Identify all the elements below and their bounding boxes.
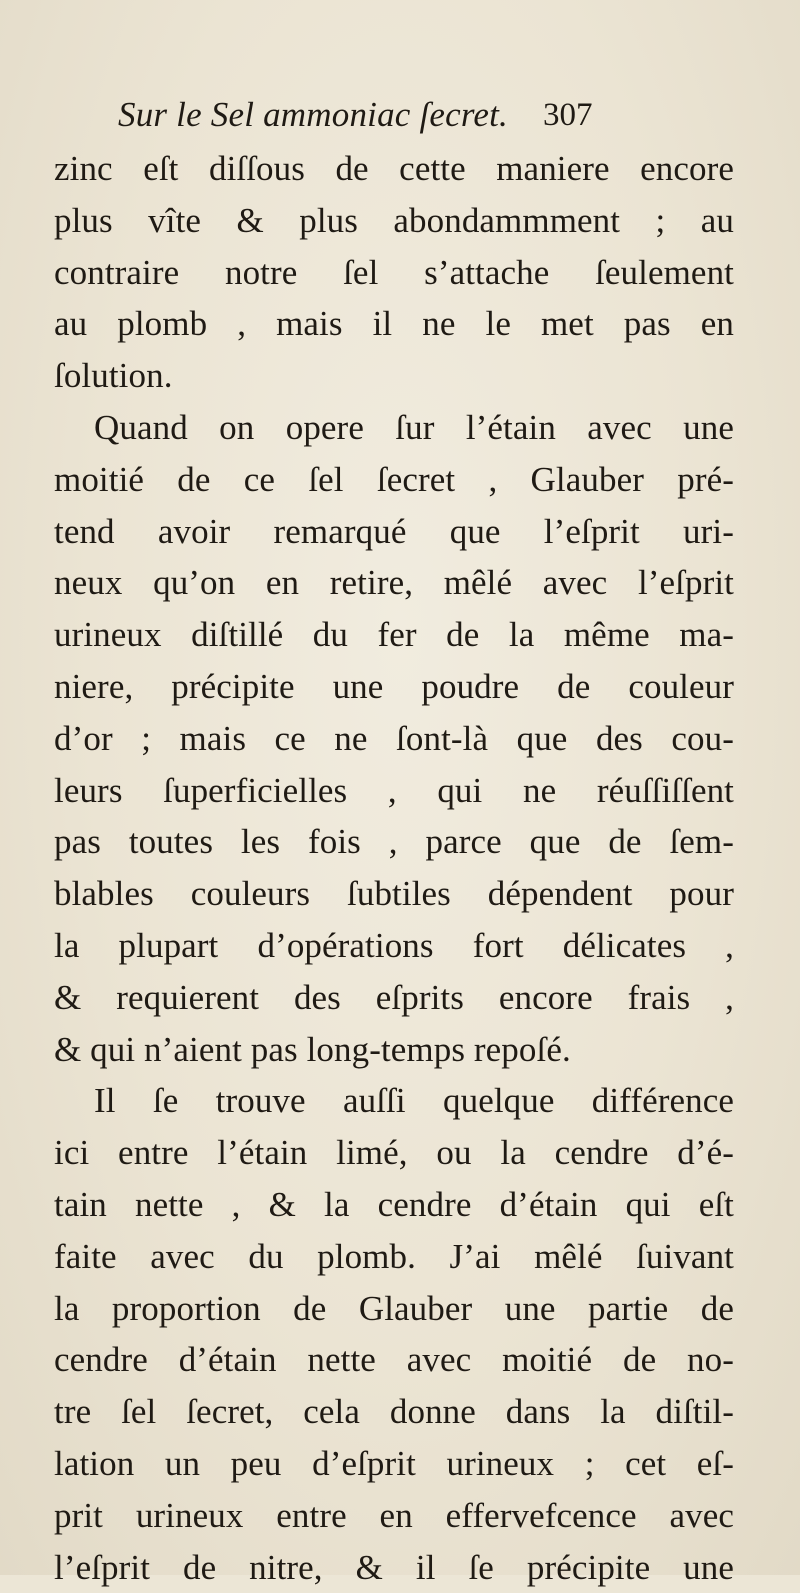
text-line: leurs ſuperficielles , qui ne réuſſiſſent bbox=[54, 770, 734, 810]
text-line: & qui n’aient pas long-temps repoſé. bbox=[54, 1029, 571, 1069]
text-line: d’or ; mais ce ne ſont-là que des cou- bbox=[54, 718, 734, 758]
text-line: zinc eſt diſſous de cette maniere encore bbox=[54, 149, 734, 188]
text-line: ici entre l’étain limé, ou la cendre d’é- bbox=[54, 1133, 734, 1173]
text-line: ſolution. bbox=[54, 356, 173, 396]
text-line: l’eſprit de nitre, & il ſe précipite une bbox=[54, 1547, 734, 1587]
text-line: prit urineux entre en effervefcence avec bbox=[54, 1495, 734, 1535]
text-line: moitié de ce ſel ſecret , Glauber pré- bbox=[54, 459, 734, 499]
running-title: Sur le Sel ammoniac ſecret. bbox=[118, 95, 508, 134]
text-line: cendre d’étain nette avec moitié de no- bbox=[54, 1340, 734, 1380]
text-line: tend avoir remarqué que l’eſprit uri- bbox=[54, 511, 734, 551]
text-line: la proportion de Glauber une partie de bbox=[54, 1288, 734, 1328]
text-line: tain nette , & la cendre d’étain qui eſt bbox=[54, 1184, 734, 1224]
text-line: tre ſel ſecret, cela donne dans la diſtil- bbox=[54, 1392, 734, 1432]
text-line: blables couleurs ſubtiles dépendent pour bbox=[54, 874, 734, 914]
page-number: 307 bbox=[543, 97, 593, 133]
text-line: & requierent des eſprits encore frais , bbox=[54, 977, 734, 1017]
text-line: Quand on opere ſur l’étain avec une bbox=[94, 407, 734, 447]
body-text bbox=[54, 143, 734, 1593]
running-head bbox=[118, 92, 718, 138]
text-line: niere, précipite une poudre de couleur bbox=[54, 666, 734, 706]
text-line: lation un peu d’eſprit urineux ; cet eſ- bbox=[54, 1443, 734, 1483]
text-line: contraire notre ſel s’attache ſeulement bbox=[54, 252, 734, 292]
text-line: la plupart d’opérations fort délicates , bbox=[54, 925, 734, 965]
text-line: faite avec du plomb. J’ai mêlé ſuivant bbox=[54, 1236, 734, 1276]
text-line: plus vîte & plus abondammment ; au bbox=[54, 200, 734, 240]
text-line: urineux diſtillé du fer de la même ma- bbox=[54, 615, 734, 655]
text-line: au plomb , mais il ne le met pas en bbox=[54, 304, 734, 344]
text-line: Il ſe trouve auſſi quelque différence bbox=[94, 1081, 734, 1121]
text-line: pas toutes les fois , parce que de ſem- bbox=[54, 822, 734, 862]
text-line: neux qu’on en retire, mêlé avec l’eſprit bbox=[54, 563, 734, 603]
